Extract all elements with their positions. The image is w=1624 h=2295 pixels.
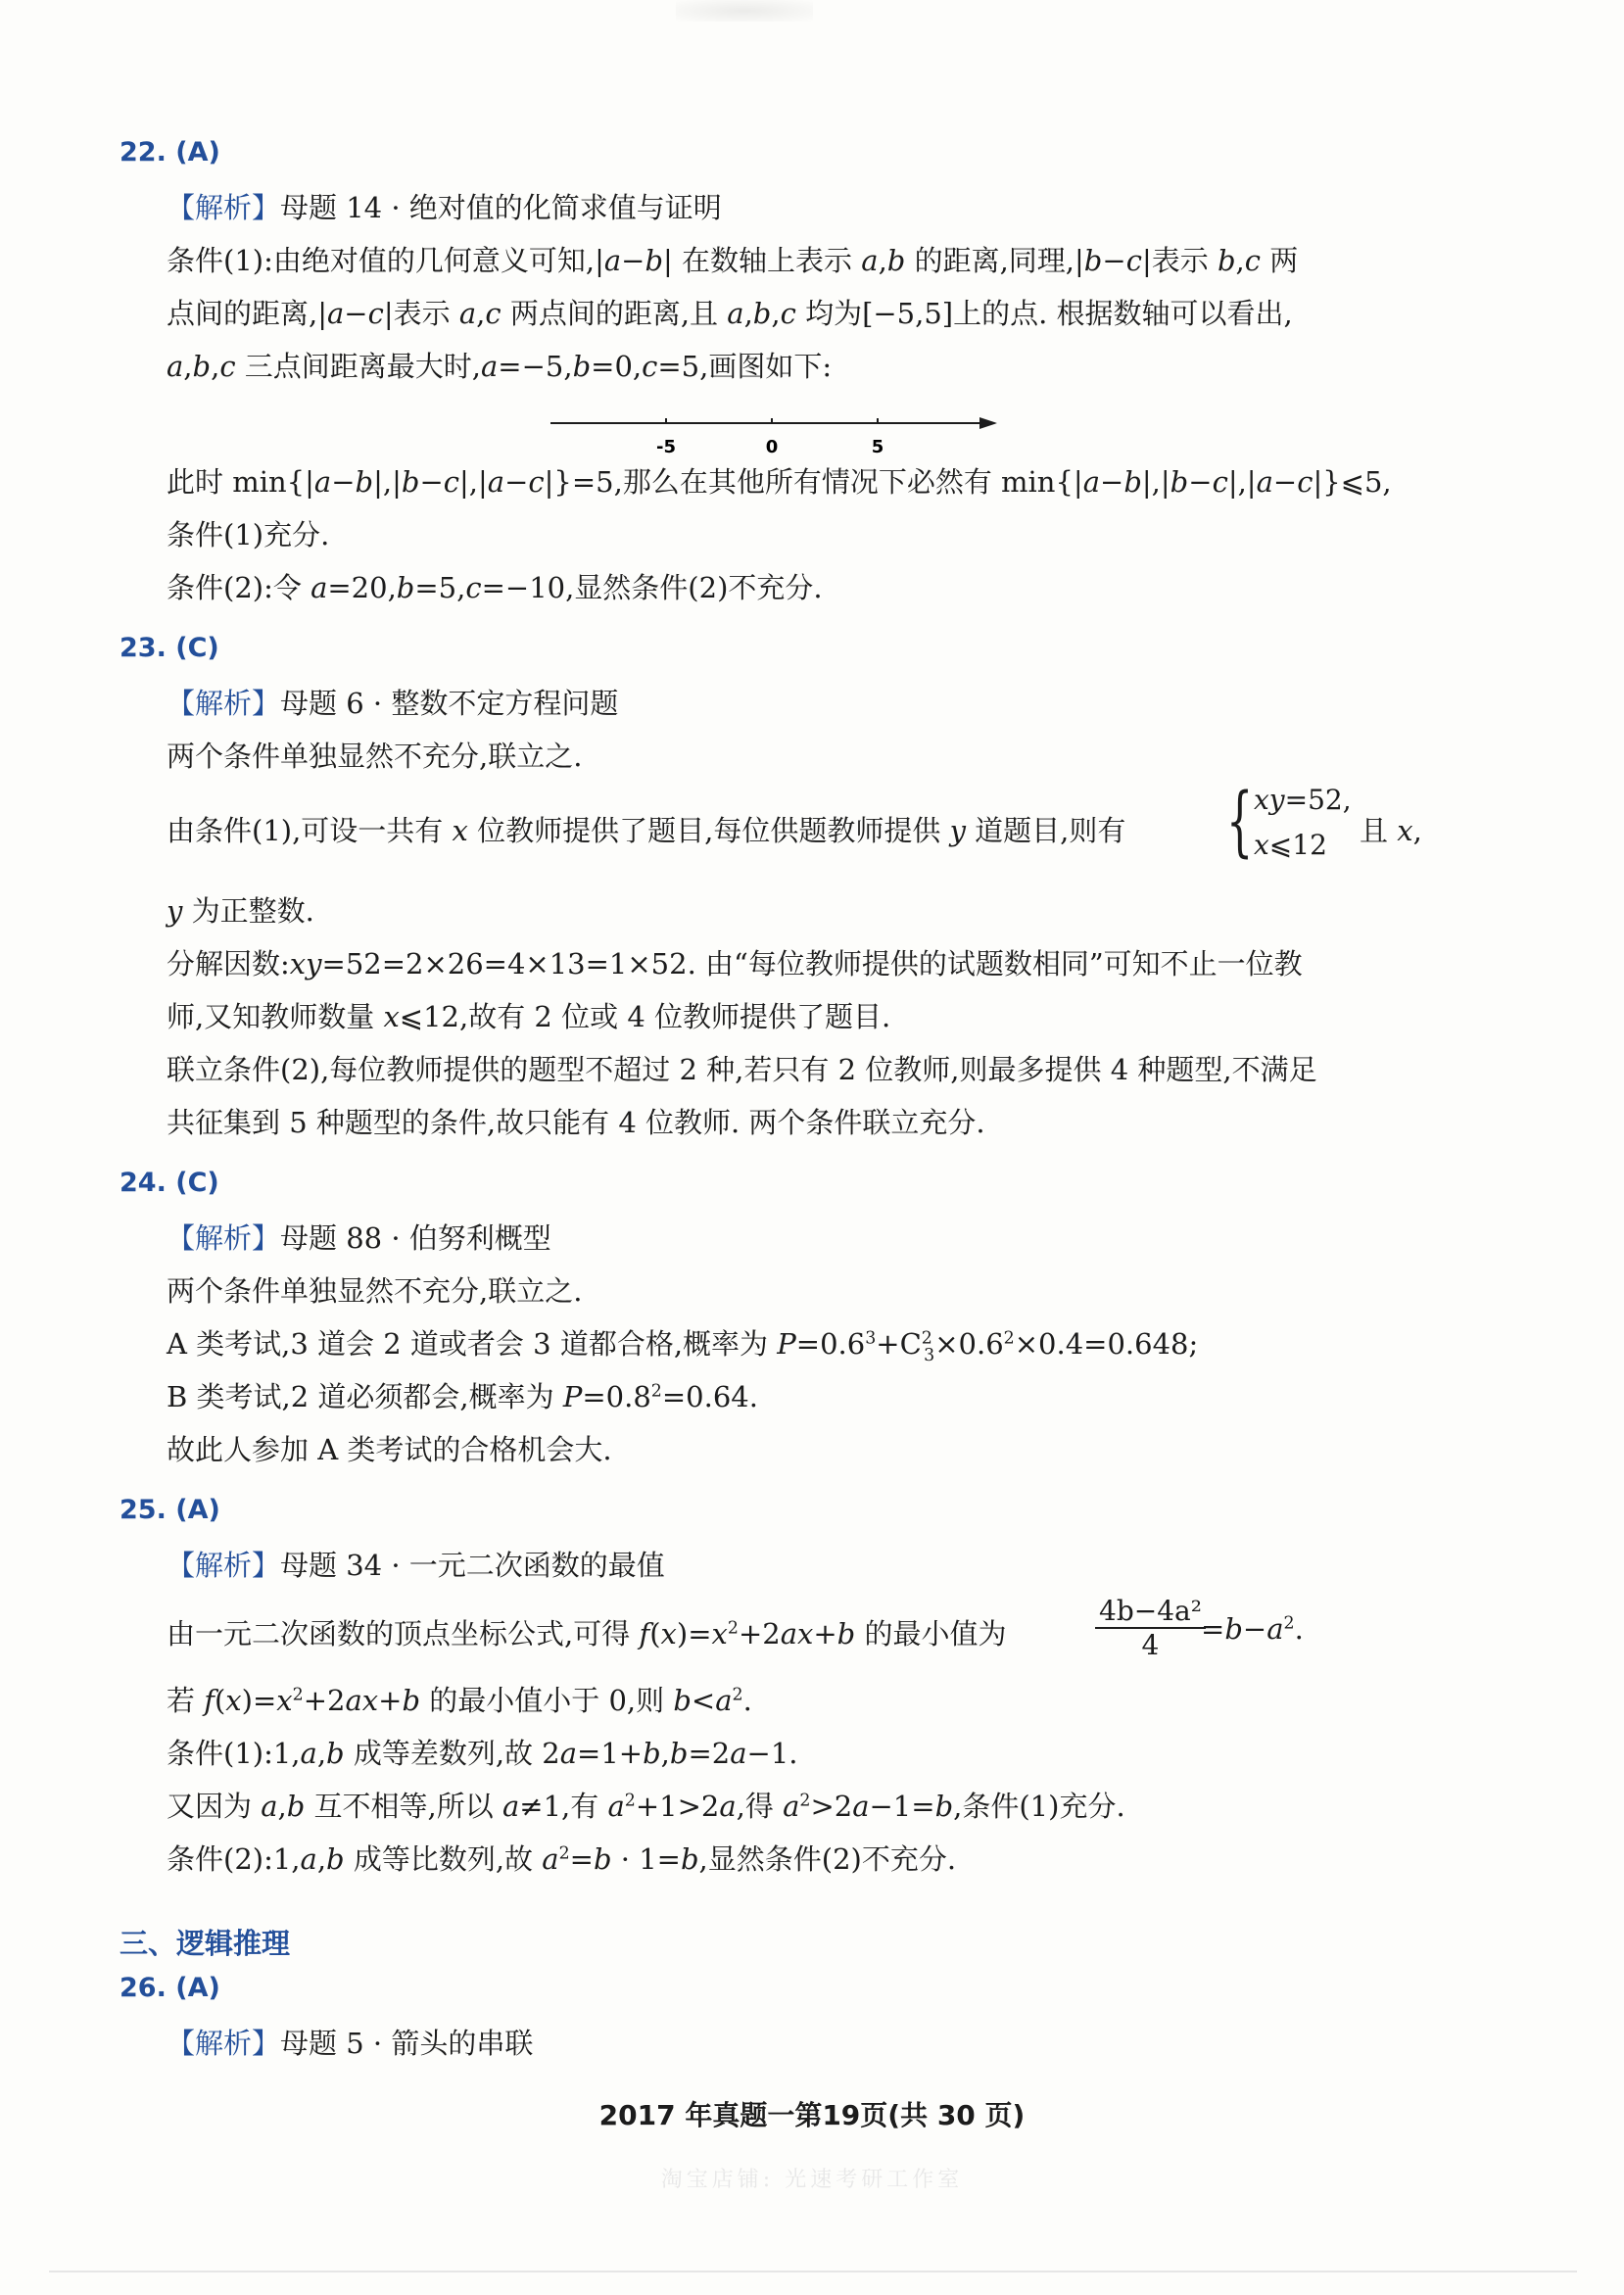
q23-line-2-tail: 且 x, — [1360, 814, 1422, 847]
question-23-header: 23. (C) — [119, 633, 219, 663]
q24-line-4: 故此人参加 A 类考试的合格机会大. — [167, 1433, 612, 1466]
question-22-header: 22. (A) — [119, 137, 220, 167]
fraction-numerator: 4b−4a² — [1095, 1595, 1206, 1629]
q25-analysis-heading: 【解析】母题 34 · 一元二次函数的最值 — [167, 1549, 665, 1582]
q25-line-1: 由一元二次函数的顶点坐标公式,可得 $f(x)=x^2+2ax+b$ 的最小值为 — [167, 1617, 1007, 1650]
q23-line-1: 两个条件单独显然不充分,联立之. — [167, 740, 583, 773]
watermark-text: 淘宝店铺: 光速考研工作室 — [660, 2168, 964, 2192]
min-value-fraction — [1095, 1595, 1206, 1661]
number-line-arrow-icon — [979, 417, 997, 429]
q25-line-5: 条件(2):1,a,b 成等比数列,故 $a^2=b \cdot 1=b$,显然条件(2)不充分. — [167, 1842, 957, 1876]
q25-line-1-tail: $=b-a^2$. — [1201, 1612, 1304, 1646]
q22-line-5: 条件(1)充分. — [167, 518, 330, 551]
q26-analysis-heading: 【解析】母题 5 · 箭头的串联 — [167, 2027, 534, 2060]
left-brace-icon: { — [1226, 778, 1254, 866]
tick-label: 0 — [765, 437, 779, 457]
fraction-denominator: 4 — [1141, 1629, 1160, 1661]
q23-line-7: 共征集到 5 种题型的条件,故只能有 4 位教师. 两个条件联立充分. — [167, 1106, 985, 1139]
q23-line-5: 师,又知教师数量 x⩽12,故有 2 位或 4 位教师提供了题目. — [167, 1000, 891, 1033]
q23-line-2: 由条件(1),可设一共有 x 位教师提供了题目,每位供题教师提供 y 道题目,则有 — [167, 814, 1126, 847]
q23-line-6: 联立条件(2),每位教师提供的题型不超过 2 种,若只有 2 位教师,则最多提供 4 种题型,不满足 — [167, 1053, 1317, 1086]
q24-line-2: A 类考试,3 道会 2 道或者会 3 道都合格,概率为 $P=0.6^3+C^2_3\times 0.6^2\times 0.4=0.648$; — [167, 1327, 1199, 1365]
section-title-logic: 三、逻辑推理 — [119, 1927, 291, 1960]
q25-line-3: 条件(1):1,a,b 成等差数列,故 2a=1+b,b=2a−1. — [167, 1737, 798, 1770]
q23-analysis-heading: 【解析】母题 6 · 整数不定方程问题 — [167, 687, 619, 720]
number-line-figure — [549, 409, 999, 458]
question-26-header: 26. (A) — [119, 1973, 220, 2003]
scan-smudge — [676, 0, 813, 22]
q23-line-4: 分解因数:xy=52=2×26=4×13=1×52. 由“每位教师提供的试题数相同”可知不止一位教 — [167, 947, 1303, 980]
q22-line-1: 条件(1):由绝对值的几何意义可知,|a−b| 在数轴上表示 a,b 的距离,同理,|b−c|表示 b,c 两 — [167, 244, 1299, 277]
q24-analysis-heading: 【解析】母题 88 · 伯努利概型 — [167, 1221, 551, 1255]
system-equation-1: xy=52, — [1254, 784, 1352, 816]
q25-line-4: 又因为 a,b 互不相等,所以 a≠1,有 $a^2+1>2a$,得 $a^2>2a-1=b$,条件(1)充分. — [167, 1790, 1125, 1823]
q23-line-3: y 为正整数. — [167, 894, 314, 928]
tick-label: 5 — [871, 437, 884, 457]
q22-line-2: 点间的距离,|a−c|表示 a,c 两点间的距离,且 a,b,c 均为[−5,5]上的点. 根据数轴可以看出, — [167, 297, 1293, 330]
q24-line-1: 两个条件单独显然不充分,联立之. — [167, 1274, 583, 1308]
q22-line-6: 条件(2):令 a=20,b=5,c=−10,显然条件(2)不充分. — [167, 571, 823, 604]
q22-line-3: a,b,c 三点间距离最大时,a=−5,b=0,c=5,画图如下: — [167, 350, 833, 383]
page-footer: 2017 年真题一第19页(共 30 页) — [598, 2099, 1026, 2131]
q24-line-3: B 类考试,2 道必须都会,概率为 $P=0.8^2=0.64$. — [167, 1380, 758, 1413]
q25-line-2: 若 $f(x)=x^2+2ax+b$ 的最小值小于 0,则 $b<a^2$. — [167, 1684, 752, 1717]
bottom-divider — [49, 2271, 1577, 2272]
question-25-header: 25. (A) — [119, 1495, 220, 1525]
question-24-header: 24. (C) — [119, 1168, 219, 1198]
equation-system — [1226, 778, 1354, 872]
tick-label: -5 — [656, 437, 676, 457]
q22-line-4: 此时 min{|a−b|,|b−c|,|a−c|}=5,那么在其他所有情况下必然有 min{|a−b|,|b−c|,|a−c|}⩽5, — [167, 465, 1392, 499]
system-equation-2: x⩽12 — [1254, 829, 1327, 861]
q22-analysis-heading: 【解析】母题 14 · 绝对值的化简求值与证明 — [167, 191, 722, 224]
